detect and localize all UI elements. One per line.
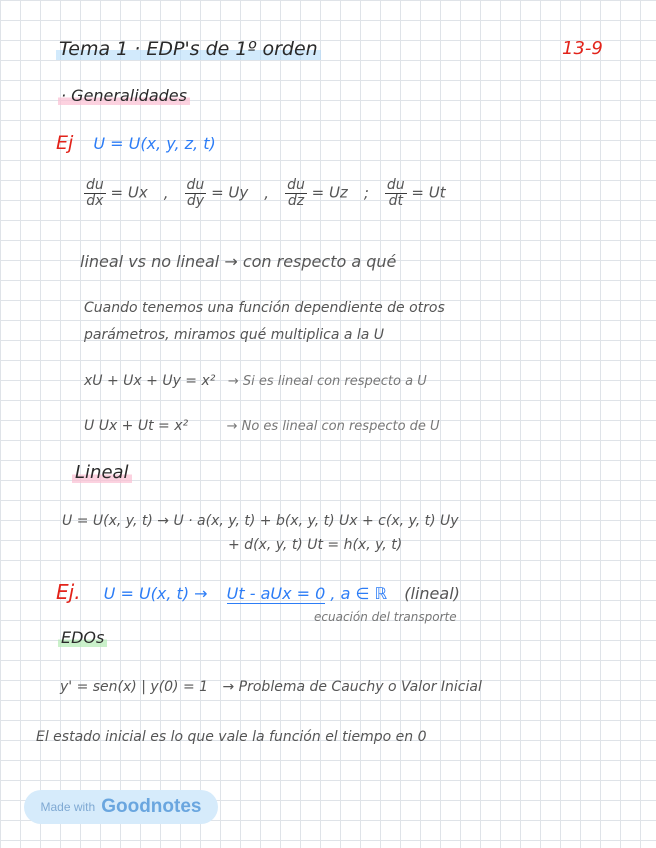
section-heading-lineal-text: Lineal [72, 462, 132, 483]
linear-example [84, 374, 427, 388]
cuando-line-2: parámetros, miramos qué multiplica a la U [84, 327, 385, 343]
initial-state-sentence: El estado inicial es lo que vale la función el tiempo en 0 [36, 729, 427, 745]
cauchy-problem-note: → Problema de Cauchy o Valor Inicial [222, 679, 482, 695]
date-label: 13-9 [562, 38, 603, 59]
general-linear-form-2: + d(x, y, t) Ut = h(x, y, t) [228, 537, 403, 553]
section-heading-generalidades [58, 88, 190, 104]
page-title-text: Tema 1 · EDP's de 1º orden [56, 38, 321, 60]
example-1-expression: U = U(x, y, z, t) [93, 134, 216, 153]
section-heading-edos [58, 630, 107, 646]
badge-small-text: Made with [40, 800, 96, 814]
nonlinear-example-note: → No es lineal con respecto de U [226, 419, 440, 434]
partial-derivatives-row: $\frac{du}{dx}$ = Ux , $\frac{du}{dy}$ = Uy , $\frac{du}{dz}$ = Uz ; $\frac{du}{dt}$ = Ut [86, 177, 446, 209]
nonlinear-example-equation: U Ux + Ut = x² [84, 418, 189, 434]
derivative-z: $\frac{du}{dz}$ = Uz [287, 177, 348, 209]
example-1 [56, 134, 216, 153]
example-2 [56, 582, 460, 602]
example-2-expression: U = U(x, t) → [103, 584, 208, 603]
section-heading-edos-text: EDOs [58, 628, 107, 647]
badge-brand-text: Goodnotes [101, 796, 202, 817]
transport-equation: Ut - aUx = 0 [226, 584, 326, 603]
nonlinear-example [84, 419, 440, 433]
made-with-goodnotes-badge [24, 790, 218, 824]
derivative-x: $\frac{du}{dx}$ = Ux [86, 177, 148, 209]
example-1-label: Ej [56, 132, 74, 154]
example-2-label: Ej. [56, 580, 81, 604]
cuando-line-1: Cuando tenemos una función dependiente de otros [84, 300, 445, 316]
derivative-t: $\frac{du}{dt}$ = Ut [386, 177, 446, 209]
example-2-note: (lineal) [404, 584, 460, 603]
linear-example-equation: xU + Ux + Uy = x² [84, 373, 216, 389]
section-heading-generalidades-text: · Generalidades [58, 86, 190, 105]
example-2-condition: , a ∈ ℝ [330, 584, 388, 603]
page-title [56, 40, 321, 59]
cauchy-problem [60, 680, 482, 694]
general-linear-form-1: U = U(x, y, t) → U · a(x, y, t) + b(x, y, t) Ux + c(x, y, t) Uy [62, 513, 459, 529]
linear-example-note: → Si es lineal con respecto a U [227, 374, 427, 389]
derivative-y: $\frac{du}{dy}$ = Uy [186, 177, 249, 209]
transport-equation-caption: ecuación del transporte [314, 610, 457, 624]
cauchy-problem-equation: y' = sen(x) | y(0) = 1 [60, 679, 209, 695]
section-heading-lineal [72, 464, 132, 482]
lineal-vs-no-lineal: lineal vs no lineal → con respecto a qué [80, 252, 397, 271]
